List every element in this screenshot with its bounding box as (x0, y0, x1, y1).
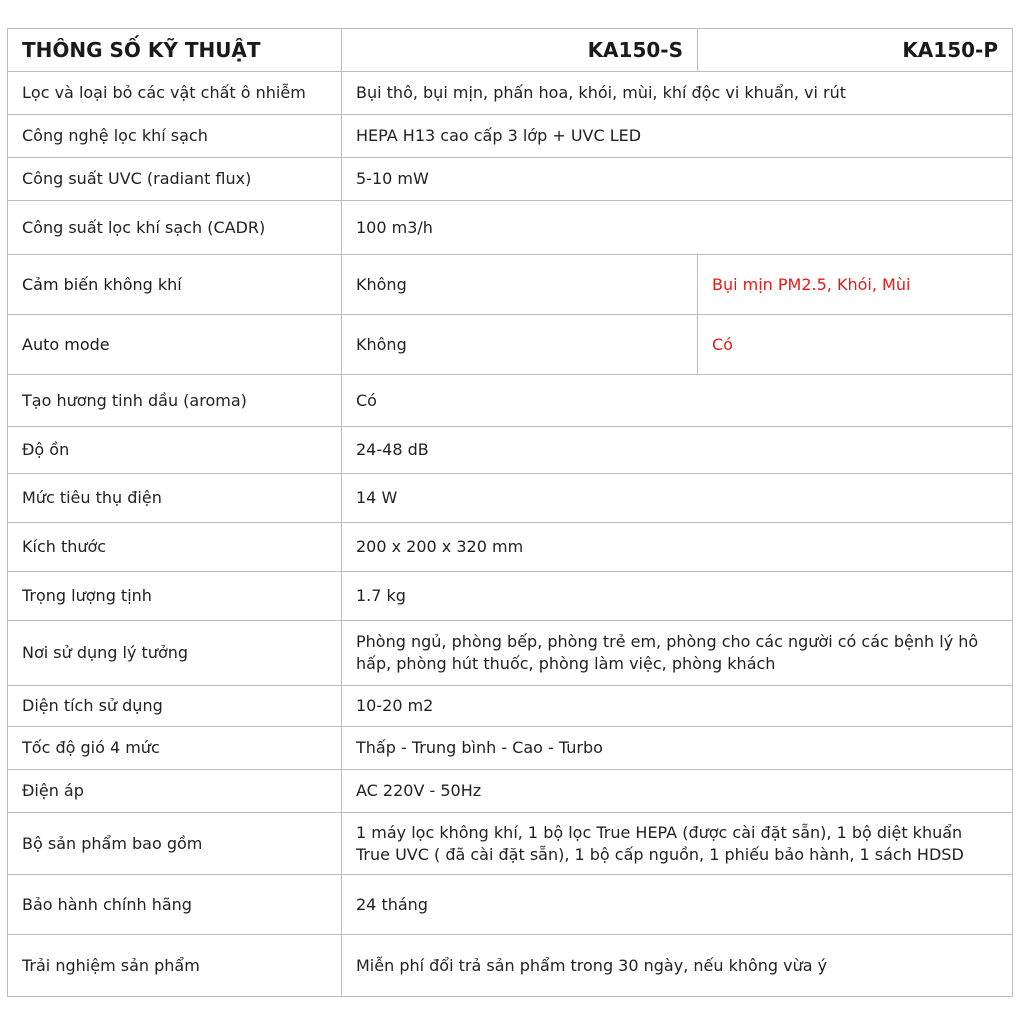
spec-label: Tạo hương tinh dầu (aroma) (8, 375, 342, 427)
spec-label: Công nghệ lọc khí sạch (8, 115, 342, 158)
spec-label: Bảo hành chính hãng (8, 875, 342, 935)
spec-value: Có (342, 375, 1013, 427)
spec-label: Cảm biến không khí (8, 255, 342, 315)
spec-label: Công suất lọc khí sạch (CADR) (8, 201, 342, 255)
spec-value: 100 m3/h (342, 201, 1013, 255)
table-row (8, 727, 1013, 770)
model-ka150-s-header: KA150-S (342, 29, 698, 72)
table-row (8, 201, 1013, 255)
spec-value: 1.7 kg (342, 572, 1013, 621)
table-row (8, 427, 1013, 474)
spec-value: Phòng ngủ, phòng bếp, phòng trẻ em, phòng cho các người có các bệnh lý hô hấp, phòng hút thuốc, phòng làm việc, phòng khách (342, 621, 1013, 686)
table-row (8, 770, 1013, 813)
table-row (8, 523, 1013, 572)
spec-value: Bụi thô, bụi mịn, phấn hoa, khói, mùi, khí độc vi khuẩn, vi rút (342, 72, 1013, 115)
table-row (8, 375, 1013, 427)
table-row (8, 686, 1013, 727)
spec-table (7, 28, 1013, 997)
spec-label: Trải nghiệm sản phẩm (8, 935, 342, 997)
spec-label: Auto mode (8, 315, 342, 375)
table-row (8, 875, 1013, 935)
spec-value: 5-10 mW (342, 158, 1013, 201)
spec-value-ka150-s: Không (342, 255, 698, 315)
spec-value: 24 tháng (342, 875, 1013, 935)
spec-value: 1 máy lọc không khí, 1 bộ lọc True HEPA (được cài đặt sẵn), 1 bộ diệt khuẩn True UVC ( đã cài đặt sẵn), 1 bộ cấp nguồn, 1 phiếu bảo hành, 1 sách HDSD (342, 813, 1013, 875)
table-row (8, 621, 1013, 686)
compare-row-auto-mode (8, 315, 1013, 375)
table-row (8, 158, 1013, 201)
spec-value: HEPA H13 cao cấp 3 lớp + UVC LED (342, 115, 1013, 158)
spec-label: Độ ồn (8, 427, 342, 474)
spec-label: Mức tiêu thụ điện (8, 474, 342, 523)
spec-value: 24-48 dB (342, 427, 1013, 474)
spec-label: Diện tích sử dụng (8, 686, 342, 727)
compare-row-sensor (8, 255, 1013, 315)
spec-label: Công suất UVC (radiant flux) (8, 158, 342, 201)
spec-value: 10-20 m2 (342, 686, 1013, 727)
spec-label: Trọng lượng tịnh (8, 572, 342, 621)
spec-value: Miễn phí đổi trả sản phẩm trong 30 ngày, nếu không vừa ý (342, 935, 1013, 997)
spec-value-ka150-s: Không (342, 315, 698, 375)
spec-label: Bộ sản phẩm bao gồm (8, 813, 342, 875)
spec-label: Nơi sử dụng lý tưởng (8, 621, 342, 686)
table-header-row (8, 29, 1013, 72)
spec-label: Tốc độ gió 4 mức (8, 727, 342, 770)
table-row (8, 474, 1013, 523)
table-row (8, 72, 1013, 115)
spec-value-ka150-p: Bụi mịn PM2.5, Khói, Mùi (698, 255, 1013, 315)
spec-label: Kích thước (8, 523, 342, 572)
spec-value: Thấp - Trung bình - Cao - Turbo (342, 727, 1013, 770)
spec-label: Điện áp (8, 770, 342, 813)
spec-label: Lọc và loại bỏ các vật chất ô nhiễm (8, 72, 342, 115)
spec-value: 14 W (342, 474, 1013, 523)
table-title: THÔNG SỐ KỸ THUẬT (8, 29, 342, 72)
spec-value: AC 220V - 50Hz (342, 770, 1013, 813)
table-row (8, 813, 1013, 875)
spec-value: 200 x 200 x 320 mm (342, 523, 1013, 572)
table-row (8, 115, 1013, 158)
model-ka150-p-header: KA150-P (698, 29, 1013, 72)
spec-value-ka150-p: Có (698, 315, 1013, 375)
table-row (8, 572, 1013, 621)
table-row (8, 935, 1013, 997)
